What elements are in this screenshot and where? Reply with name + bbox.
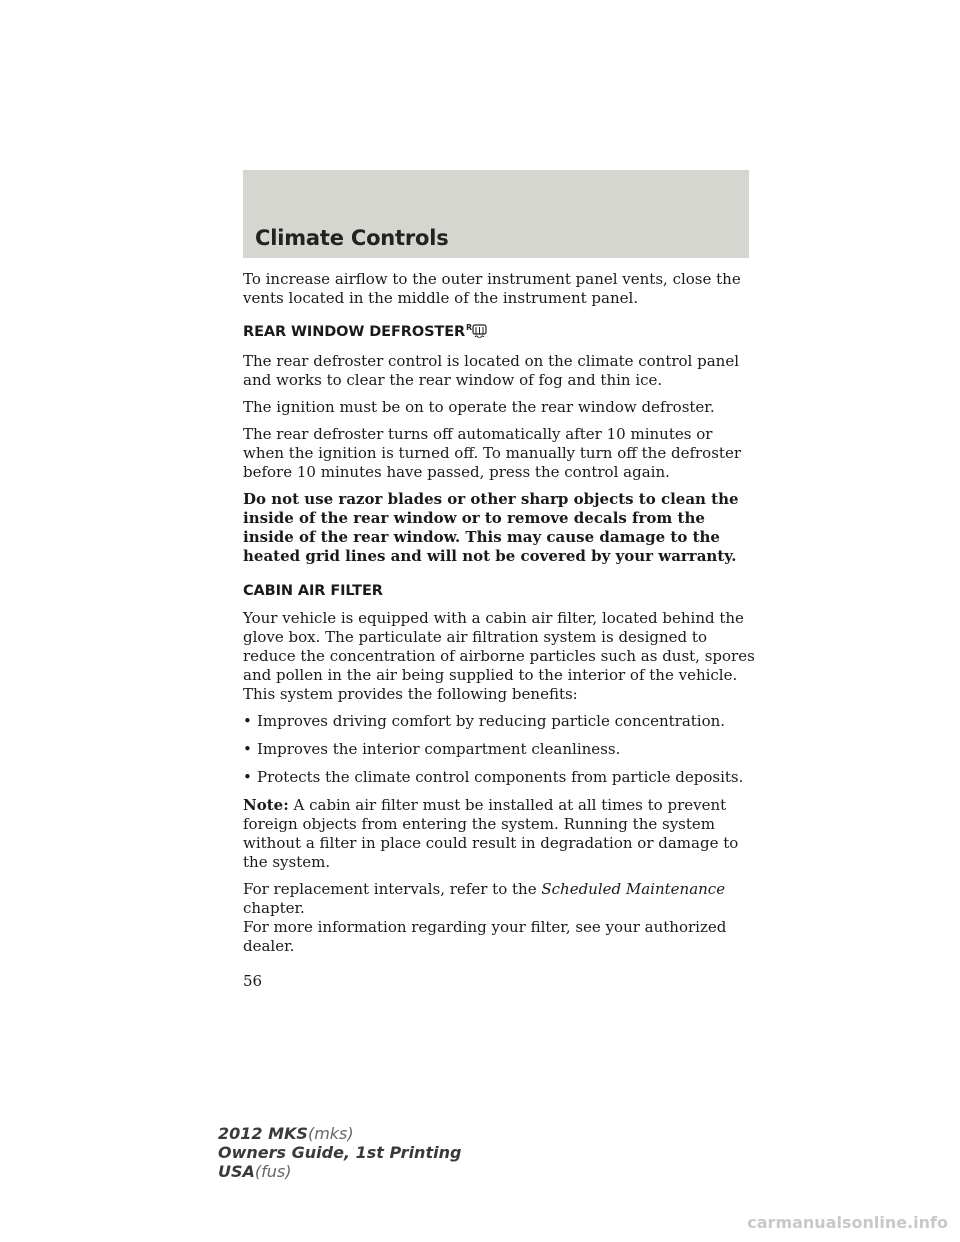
footer-region-code: (fus): [254, 1162, 292, 1181]
page-content: [243, 270, 758, 964]
replacement-paragraph: [243, 880, 758, 956]
note-label: Note:: [243, 796, 289, 814]
watermark: carmanualsonline.info: [747, 1213, 948, 1232]
print-footer: [218, 1124, 461, 1181]
rear-defroster-paragraph-3: The rear defroster turns off automatically after 10 minutes or when the ignition is turned off. To manually turn off the defroster before 10 minutes have passed, press the control again.: [243, 425, 741, 481]
bullet-icon: •: [243, 712, 252, 730]
footer-region: USA: [218, 1162, 255, 1181]
svg-text:R: R: [466, 323, 473, 332]
list-item: [243, 740, 758, 759]
rear-defroster-paragraph-2: The ignition must be on to operate the rear window defroster.: [243, 398, 715, 416]
rear-defroster-heading-text: REAR WINDOW DEFROSTER: [243, 324, 466, 340]
footer-guide: Owners Guide, 1st Printing: [218, 1143, 462, 1162]
note-text: A cabin air filter must be installed at all times to prevent foreign objects from entering the system. Running the system without a filter in place could result in degradation or damage to the system.: [243, 796, 739, 871]
rear-defrost-icon: [466, 322, 488, 344]
list-item-text: Improves driving comfort by reducing particle concentration.: [257, 712, 726, 730]
bullet-icon: •: [243, 768, 252, 786]
list-item-text: Protects the climate control components from particle deposits.: [257, 768, 744, 786]
rear-defroster-heading: [243, 322, 758, 344]
footer-model: 2012 MKS: [218, 1124, 308, 1143]
cabin-filter-paragraph-1: Your vehicle is equipped with a cabin air filter, located behind the glove box. The particulate air filtration system is designed to reduce the concentration of airborne particles such as dust, spores and pollen in the air being supplied to the interior of the vehicle. This system provides the following benefits:: [243, 609, 755, 703]
rear-defroster-warning: Do not use razor blades or other sharp objects to clean the inside of the rear window or to remove decals from the inside of the rear window. This may cause damage to the heated grid lines and will not be covered by your warranty.: [243, 490, 739, 565]
bullet-icon: •: [243, 740, 252, 758]
rear-defroster-paragraph-1: The rear defroster control is located on the climate control panel and works to clear the rear window of fog and thin ice.: [243, 352, 740, 389]
page-number: 56: [243, 972, 263, 990]
replacement-pre: For replacement intervals, refer to the: [243, 880, 537, 898]
list-item: [243, 768, 758, 787]
replacement-post: chapter.: [243, 899, 305, 917]
note-paragraph: [243, 796, 758, 872]
cabin-filter-heading: CABIN AIR FILTER: [243, 583, 383, 599]
more-info-text: For more information regarding your filter, see your authorized dealer.: [243, 918, 727, 955]
benefits-list: [243, 712, 758, 787]
section-title: Climate Controls: [255, 226, 449, 250]
intro-paragraph: To increase airflow to the outer instrument panel vents, close the vents located in the middle of the instrument panel.: [243, 270, 741, 307]
scheduled-maintenance-reference: Scheduled Maintenance: [541, 880, 726, 898]
list-item: [243, 712, 758, 731]
footer-model-code: (mks): [307, 1124, 354, 1143]
list-item-text: Improves the interior compartment cleanliness.: [257, 740, 621, 758]
